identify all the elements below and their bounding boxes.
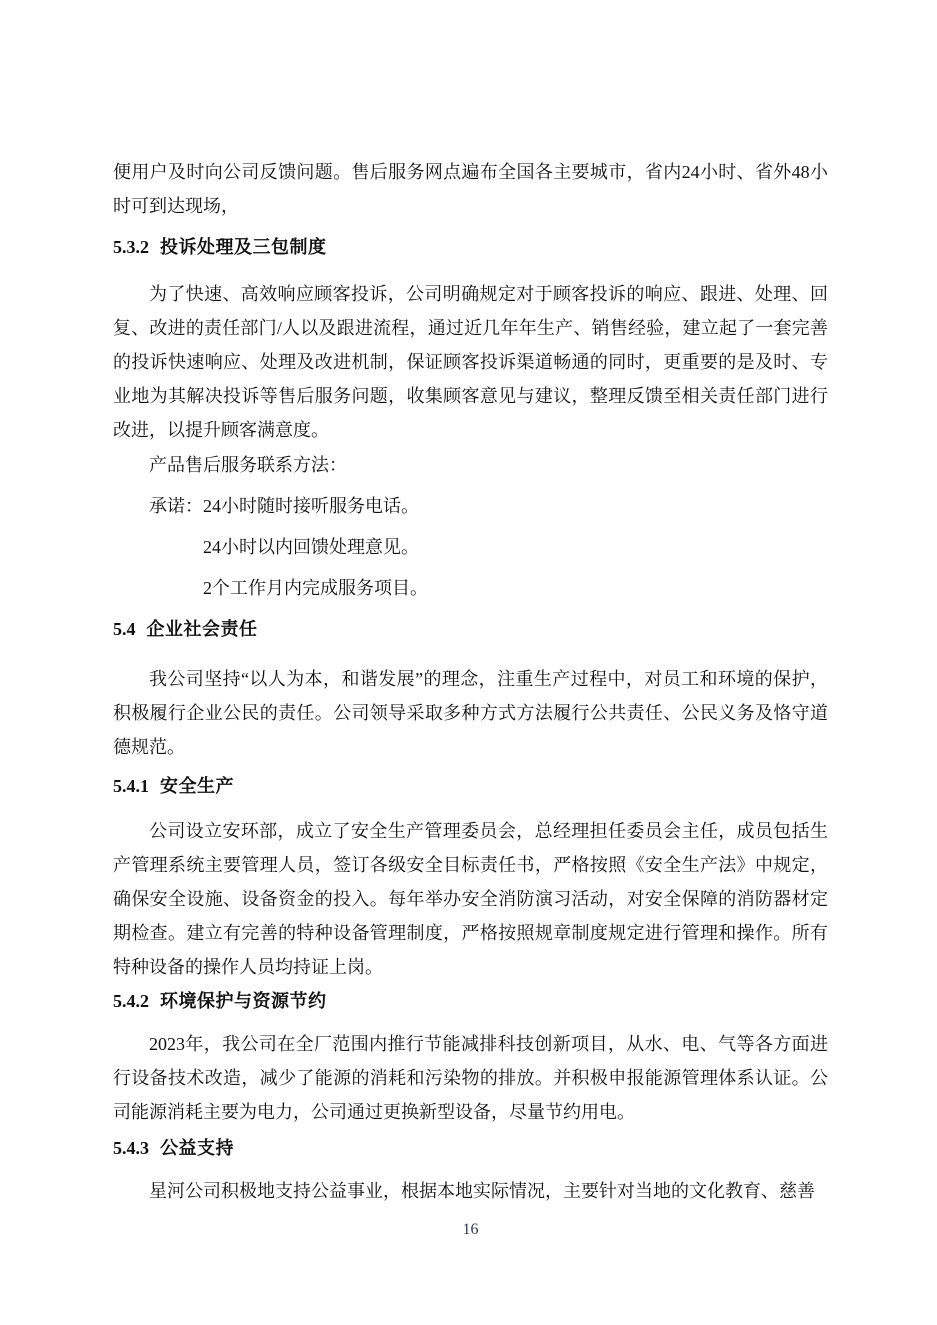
paragraph-public-welfare: 星河公司积极地支持公益事业，根据本地实际情况，主要针对当地的文化教育、慈善 bbox=[149, 1181, 815, 1201]
heading-title: 环境保护与资源节约 bbox=[160, 991, 327, 1011]
section-heading-5-4-1 bbox=[113, 769, 828, 803]
heading-number: 5.4.2 bbox=[113, 991, 149, 1011]
promise-line: 承诺：24小时随时接听服务电话。 bbox=[149, 496, 419, 516]
promise-item: 2个工作月内完成服务项目。 bbox=[203, 578, 428, 598]
heading-title: 企业社会责任 bbox=[146, 619, 258, 639]
section-heading-5-4-3 bbox=[113, 1131, 828, 1165]
heading-title: 公益支持 bbox=[160, 1138, 234, 1158]
section-heading-5-4 bbox=[113, 612, 828, 646]
heading-title: 投诉处理及三包制度 bbox=[160, 237, 327, 257]
page-number: 16 bbox=[462, 1221, 479, 1238]
heading-title: 安全生产 bbox=[160, 776, 234, 796]
section-heading-5-4-2 bbox=[113, 984, 828, 1018]
promise-item: 24小时以内回馈处理意见。 bbox=[203, 537, 419, 557]
section-heading-5-3-2 bbox=[113, 230, 828, 264]
heading-number: 5.4.3 bbox=[113, 1138, 149, 1158]
heading-number: 5.4.1 bbox=[113, 776, 149, 796]
paragraph-safety-production: 公司设立安环部，成立了安全生产管理委员会，总经理担任委员会主任，成员包括生产管理系统主要管理人员，签订各级安全目标责任书，严格按照《安全生产法》中规定，确保安全设施、设备资金的投入。每年举办安全消防演习活动，对安全保障的消防器材定期检查。建立有完善的特种设备管理制度，严格按照规章制度规定进行管理和操作。所有特种设备的操作人员均持证上岗。 bbox=[113, 821, 828, 977]
paragraph-environment-protection: 2023年，我公司在全厂范围内推行节能减排科技创新项目，从水、电、气等各方面进行设备技术改造，减少了能源的消耗和污染物的排放。并积极申报能源管理体系认证。公司能源消耗主要为电力，公司通过更换新型设备，尽量节约用电。 bbox=[113, 1034, 828, 1122]
paragraph-complaint-handling: 为了快速、高效响应顾客投诉，公司明确规定对于顾客投诉的响应、跟进、处理、回复、改进的责任部门/人以及跟进流程，通过近几年年生产、销售经验，建立起了一套完善的投诉快速响应、处理及改进机制，保证顾客投诉渠道畅通的同时，更重要的是及时、专业地为其解决投诉等售后服务问题，收集顾客意见与建议，整理反馈至相关责任部门进行改进，以提升顾客满意度。 bbox=[113, 284, 828, 440]
paragraph-social-responsibility: 我公司坚持“以人为本，和谐发展”的理念，注重生产过程中，对员工和环境的保护，积极履行企业公民的责任。公司领导采取多种方式方法履行公共责任、公民义务及恪守道德规范。 bbox=[113, 669, 828, 757]
heading-number: 5.4 bbox=[113, 619, 136, 639]
after-sales-contact-line: 产品售后服务联系方法： bbox=[149, 455, 347, 475]
continued-paragraph: 便用户及时向公司反馈问题。售后服务网点遍布全国各主要城市，省内24小时、省外48小时可到达现场， bbox=[113, 162, 828, 216]
heading-number: 5.3.2 bbox=[113, 237, 149, 257]
